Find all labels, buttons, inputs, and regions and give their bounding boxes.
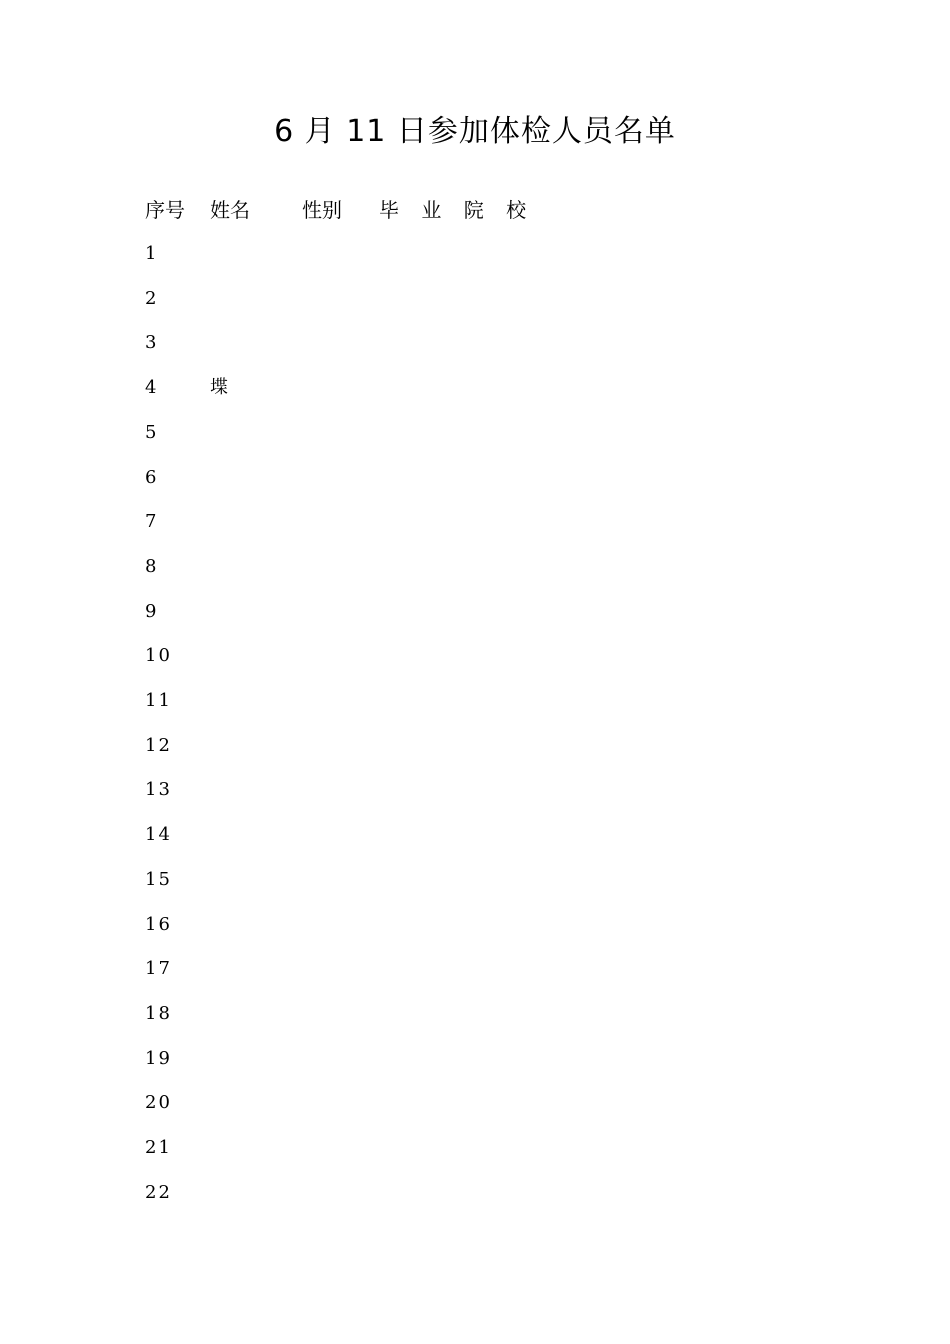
row-number: 3 bbox=[145, 332, 159, 354]
header-gender: 性别 bbox=[302, 198, 342, 222]
table-row bbox=[0, 598, 950, 628]
row-number: 8 bbox=[145, 555, 159, 577]
table-row bbox=[0, 1089, 950, 1119]
table-row bbox=[0, 866, 950, 896]
header-number: 序号 bbox=[145, 198, 185, 222]
page-title: 6 月 11 日参加体检人员名单 bbox=[274, 114, 676, 149]
table-row bbox=[0, 911, 950, 941]
row-number: 9 bbox=[145, 600, 159, 622]
table-row bbox=[0, 1045, 950, 1075]
row-number: 4 bbox=[145, 377, 159, 399]
table-row bbox=[0, 687, 950, 717]
row-number: 12 bbox=[145, 734, 172, 756]
row-number: 20 bbox=[145, 1092, 172, 1114]
row-number: 14 bbox=[145, 824, 172, 846]
row-number: 22 bbox=[145, 1181, 172, 1203]
header-school: 毕 业 院 校 bbox=[379, 198, 535, 222]
row-number: 1 bbox=[145, 243, 159, 264]
table-row bbox=[0, 821, 950, 851]
table-row bbox=[0, 553, 950, 583]
row-number: 15 bbox=[145, 868, 172, 890]
row-number: 5 bbox=[145, 421, 159, 443]
row-number: 18 bbox=[145, 1002, 172, 1024]
table-row bbox=[0, 464, 950, 494]
table-row bbox=[0, 285, 950, 315]
table-row bbox=[0, 329, 950, 359]
row-number: 2 bbox=[145, 287, 159, 309]
table-row bbox=[0, 240, 950, 270]
table-row bbox=[0, 732, 950, 762]
table-row bbox=[0, 419, 950, 449]
row-number: 19 bbox=[145, 1047, 172, 1069]
table-row bbox=[0, 1179, 950, 1209]
table-row bbox=[0, 508, 950, 538]
row-number: 6 bbox=[145, 466, 159, 488]
table-row bbox=[0, 374, 950, 404]
header-name: 姓名 bbox=[210, 198, 250, 222]
table-row bbox=[0, 1134, 950, 1164]
row-number: 7 bbox=[145, 511, 159, 533]
row-number: 17 bbox=[145, 958, 172, 980]
table-row bbox=[0, 642, 950, 672]
table-row bbox=[0, 1000, 950, 1030]
row-number: 11 bbox=[145, 690, 172, 711]
row-number: 13 bbox=[145, 779, 172, 801]
row-number: 16 bbox=[145, 913, 172, 935]
table-row bbox=[0, 955, 950, 985]
table-row bbox=[0, 776, 950, 806]
row-name: 堞 bbox=[210, 377, 232, 399]
row-number: 21 bbox=[145, 1137, 172, 1158]
row-number: 10 bbox=[145, 645, 172, 667]
table-header bbox=[0, 196, 950, 226]
